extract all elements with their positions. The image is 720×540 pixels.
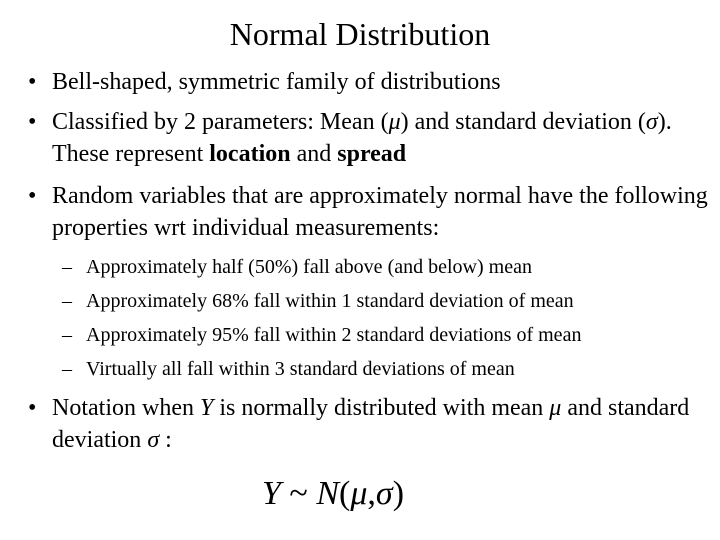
sub-item (62, 318, 702, 352)
bullet-dot: • (28, 69, 37, 95)
sub-item-text: Virtually all fall within 3 standard deviations of mean (86, 358, 515, 380)
formula-sigma: σ (375, 475, 393, 512)
bold-location: location (209, 141, 291, 167)
sub-item-text: Approximately half (50%) fall above (and below) mean (86, 256, 532, 278)
text-segment: Classified by 2 parameters: Mean ( (52, 109, 389, 135)
text-segment: and standard deviation (52, 395, 690, 453)
sub-item-text: Approximately 95% fall within 2 standard deviations of mean (86, 324, 582, 346)
formula-open-paren: ( (339, 475, 351, 512)
text-segment: ). These represent (52, 109, 672, 167)
formula-n: N (316, 475, 340, 512)
bullet-text: Random variables that are approximately normal have the following properties wrt individual measurements: (52, 183, 708, 241)
formula-mu: μ (350, 475, 368, 512)
dash-marker: – (62, 256, 72, 278)
bullet-notation (28, 392, 708, 456)
bullet-dot: • (28, 109, 37, 135)
bold-spread: spread (337, 141, 407, 167)
dash-marker: – (62, 290, 72, 312)
bullet-text (52, 106, 708, 170)
formula-y: Y (262, 475, 281, 512)
bullet-dot: • (28, 183, 37, 209)
text-segment: Notation when (52, 395, 200, 421)
sigma-symbol: σ (645, 109, 658, 135)
sub-item (62, 352, 702, 386)
bullet-text (52, 392, 708, 456)
bullet-dot: • (28, 395, 37, 421)
formula-close-paren: ) (392, 475, 405, 512)
bullet-bell-shaped (28, 66, 708, 98)
sub-item-text: Approximately 68% fall within 1 standard deviation of mean (86, 290, 574, 312)
text-segment: is normally distributed with mean (213, 395, 550, 421)
text-segment: ) and standard deviation ( (400, 109, 646, 135)
text-segment: : (159, 427, 172, 453)
sigma-symbol: σ (147, 427, 160, 453)
formula-y-normal (262, 472, 404, 516)
slide-title: Normal Distribution (229, 16, 491, 52)
formula-tilde: ~ (280, 475, 317, 512)
mu-symbol: μ (388, 109, 401, 135)
mu-symbol: μ (549, 395, 562, 421)
formula-comma: , (367, 475, 376, 512)
text-segment: and (290, 141, 338, 167)
bullet-properties (28, 180, 708, 244)
dash-marker: – (62, 358, 72, 380)
y-variable: Y (199, 395, 214, 421)
dash-marker: – (62, 324, 72, 346)
bullet-parameters (28, 106, 708, 170)
sub-item (62, 284, 702, 318)
sub-item (62, 250, 702, 284)
bullet-text: Bell-shaped, symmetric family of distributions (52, 69, 501, 95)
